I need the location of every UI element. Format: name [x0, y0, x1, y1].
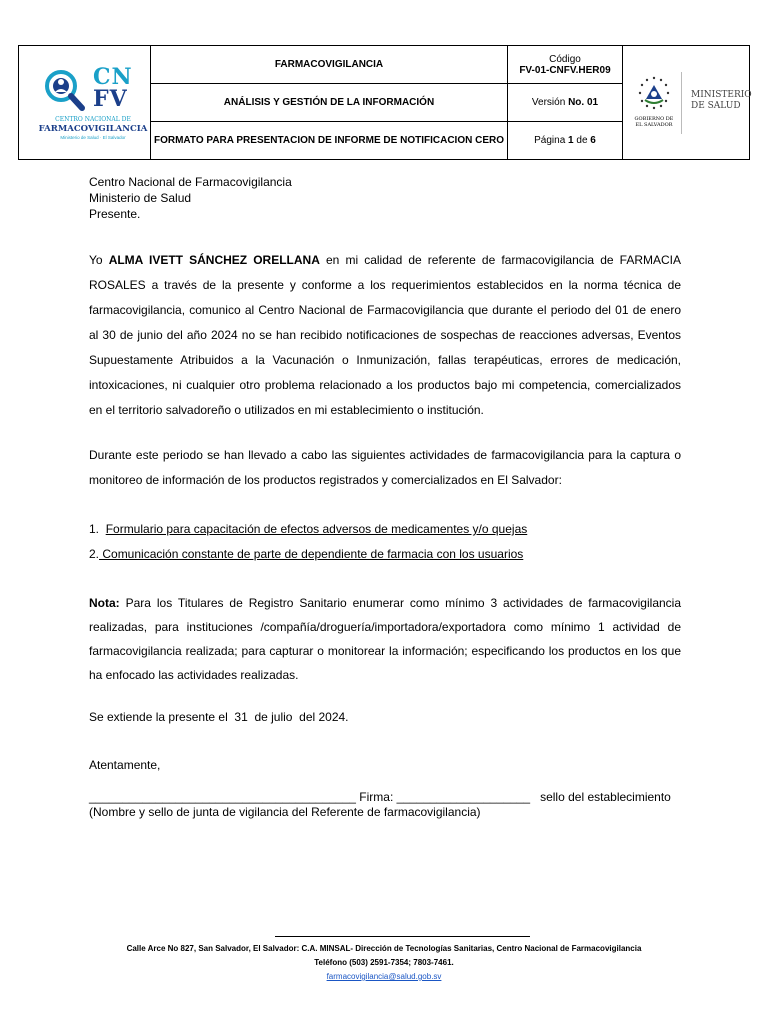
list-item-number: 1.: [89, 522, 106, 536]
closing-text: Atentamente,: [89, 758, 161, 772]
logo-line2: FARMACOVIGILANCIA: [38, 124, 148, 134]
para1-text: en mi calidad de referente de farmacovigilancia de FARMACIA ROSALES a través de la presente y conforme a los requerimientos establecidos en la norma técnica de farmacovigilancia, comunico al Centro Nacional de Farmacovigilancia que durante el periodo del 01 de enero al 30 de junio del año 2024 no se han recibido notificaciones de sospechas de reacciones adversas, Eventos Supuestamente Atribuidos a la Vacunación o Inmunización, fallas terapéuticas, errores de medicación, intoxicaciones, ni cualquier otro problema relacionado a los productos bajo mi competencia, comercializados en el territorio salvadoreño o utilizados en mi establecimiento o institución.: [89, 253, 681, 417]
pagina-de: de: [573, 135, 591, 146]
activities-intro-paragraph: Durante este periodo se han llevado a cabo las siguientes actividades de farmacovigilancia para la captura o monitoreo de información de los productos registrados y comercializados en El Salvador:: [89, 448, 681, 487]
header-title-farmacovigilancia: FARMACOVIGILANCIA: [151, 46, 508, 84]
gov-logo: [631, 76, 752, 136]
gov-line2: EL SALVADOR: [635, 122, 673, 128]
pagina-num: 1: [568, 135, 574, 146]
date-line: Se extiende la presente el 31 de julio del 2024.: [89, 710, 349, 724]
declaration-paragraph: [89, 248, 681, 423]
logo-line1: CENTRO NACIONAL DE: [55, 116, 131, 123]
logo-cn: CN: [93, 64, 133, 90]
page-footer: [60, 942, 708, 984]
nota-label: Nota:: [89, 596, 120, 610]
pagina-cell: [508, 122, 623, 160]
version-label: Versión: [531, 97, 569, 108]
nota-paragraph: [89, 591, 681, 687]
referent-name: ALMA IVETT SÁNCHEZ ORELLANA: [108, 253, 320, 267]
para1-prefix: Yo: [89, 253, 109, 267]
address-line2: Ministerio de Salud: [89, 191, 192, 205]
list-item: [89, 517, 681, 542]
signature-block: [89, 790, 681, 820]
address-line1: Centro Nacional de Farmacovigilancia: [89, 175, 292, 189]
recipient-address: [89, 174, 681, 222]
cnfv-logo-cell: [19, 46, 151, 160]
gov-divider: [681, 72, 682, 134]
cnfv-logo: [29, 64, 149, 144]
ministerio-line2: DE SALUD: [691, 101, 741, 111]
pagina-label: Página: [534, 135, 569, 146]
document-header-table: [18, 45, 750, 160]
gov-logo-cell: [623, 46, 750, 160]
codigo-value: FV-01-CNFV.HER09: [519, 64, 611, 76]
gov-line1: GOBIERNO DE: [634, 116, 674, 122]
pagina-total: 6: [590, 135, 596, 146]
activities-list: [89, 517, 681, 567]
gov-caption: [631, 116, 677, 128]
magnifier-icon: [41, 68, 85, 112]
footer-phone: Teléfono (503) 2591-7354; 7803-7461.: [314, 958, 454, 967]
logo-line3: Ministerio de Salud · El Salvador: [60, 135, 126, 140]
header-title-formato: FORMATO PARA PRESENTACION DE INFORME DE NOTIFICACION CERO: [151, 122, 508, 160]
list-item-text: Comunicación constante de parte de dependiente de farmacia con los usuarios: [99, 547, 524, 561]
list-item-number: 2.: [89, 547, 100, 561]
footer-address: Calle Arce No 827, San Salvador, El Salvador: C.A. MINSAL- Dirección de Tecnologías Sanitarias, Centro Nacional de Farmacovigilancia: [126, 944, 642, 953]
version-value: No. 01: [568, 97, 599, 108]
signature-line: ________________________________________ Firma: ____________________ sello del establecimiento: [89, 790, 671, 804]
list-item-text: Formulario para capacitación de efectos adversos de medicamentes y/o quejas: [105, 522, 528, 536]
footer-email-link[interactable]: farmacovigilancia@salud.gob.sv: [326, 972, 442, 981]
header-title-analisis: ANÁLISIS Y GESTIÓN DE LA INFORMACIÓN: [151, 84, 508, 122]
ministerio-caption: [691, 90, 752, 112]
logo-fv: FV: [93, 86, 128, 112]
footer-divider: [275, 936, 530, 937]
nota-text: Para los Titulares de Registro Sanitario enumerar como mínimo 3 actividades de farmacovigilancia realizadas, para instituciones /compañía/droguería/importadora/exportadora como mínimo 1 actividad de farmacovigilancia realizada; para capturar o monitorear la información; especificando los productos en los que ha enfocado las actividades realizadas.: [89, 596, 681, 682]
address-line3: Presente.: [89, 207, 141, 221]
version-cell: [508, 84, 623, 122]
signature-caption: (Nombre y sello de junta de vigilancia del Referente de farmacovigilancia): [89, 805, 481, 819]
codigo-cell: [508, 46, 623, 84]
list-item: [89, 542, 681, 567]
ministerio-line1: MINISTERIO: [691, 90, 752, 100]
codigo-label: Código: [549, 53, 581, 65]
el-salvador-seal-icon: [637, 76, 671, 110]
